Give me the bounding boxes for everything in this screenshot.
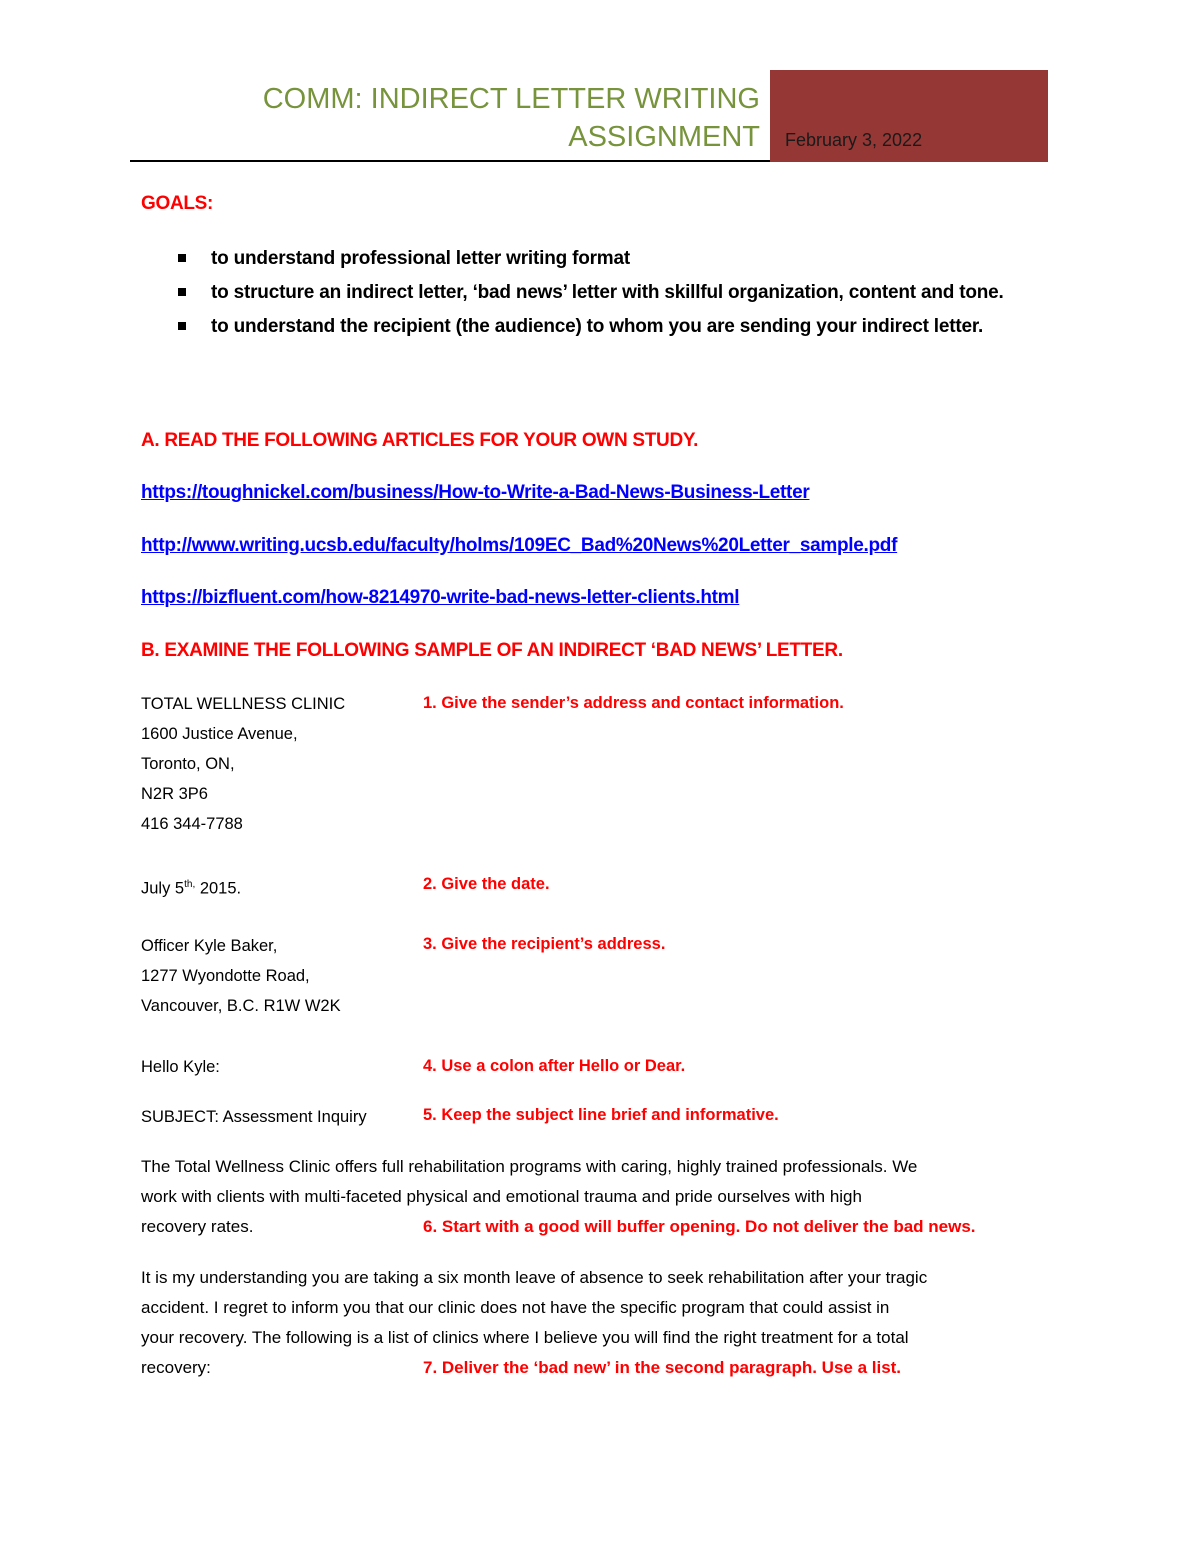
recipient-line: Vancouver, B.C. R1W W2K bbox=[141, 997, 341, 1015]
subject-line: SUBJECT: Assessment Inquiry bbox=[141, 1108, 367, 1126]
paragraph-line: The Total Wellness Clinic offers full rehabilitation programs with caring, highly trained professionals. We bbox=[141, 1157, 918, 1176]
sender-address bbox=[141, 689, 345, 839]
sender-line: 1600 Justice Avenue, bbox=[141, 725, 298, 743]
page-title bbox=[250, 80, 760, 156]
article-link-2[interactable]: http://www.writing.ucsb.edu/faculty/holms/109EC_Bad%20News%20Letter_sample.pdf bbox=[141, 535, 898, 556]
article-link-1[interactable]: https://toughnickel.com/business/How-to-Write-a-Bad-News-Business-Letter bbox=[141, 482, 810, 503]
header-divider bbox=[130, 160, 770, 162]
paragraph-2 bbox=[141, 1263, 1061, 1383]
paragraph-1 bbox=[141, 1152, 1061, 1242]
goal-item-3 bbox=[175, 311, 1055, 343]
paragraph-line-with-note bbox=[141, 1353, 1061, 1383]
date-year: 2015. bbox=[195, 879, 242, 898]
bullet-square-icon bbox=[178, 288, 186, 296]
section-a-heading: A. READ THE FOLLOWING ARTICLES FOR YOUR OWN STUDY. bbox=[141, 430, 699, 451]
recipient-line: Officer Kyle Baker, bbox=[141, 937, 278, 955]
sender-line: N2R 3P6 bbox=[141, 785, 208, 803]
date-text: July 5 bbox=[141, 879, 185, 898]
sender-line: Toronto, ON, bbox=[141, 755, 235, 773]
greeting: Hello Kyle: bbox=[141, 1058, 220, 1076]
paragraph-line: your recovery. The following is a list of clinics where I believe you will find the right treatment for a total bbox=[141, 1328, 909, 1347]
note-2: 2. Give the date. bbox=[423, 875, 550, 893]
goal-text: to structure an indirect letter, ‘bad news’ letter with skillful organization, content and tone. bbox=[211, 282, 1004, 303]
goal-text: to understand professional letter writing format bbox=[211, 248, 630, 269]
paragraph-line: It is my understanding you are taking a six month leave of absence to seek rehabilitation after your tragic bbox=[141, 1268, 928, 1287]
goals-list bbox=[175, 243, 1055, 345]
note-4: 4. Use a colon after Hello or Dear. bbox=[423, 1057, 686, 1075]
sender-line: 416 344-7788 bbox=[141, 815, 243, 833]
note-1: 1. Give the sender’s address and contact information. bbox=[423, 694, 844, 712]
letter-date bbox=[141, 870, 241, 904]
recipient-line: 1277 Wyondotte Road, bbox=[141, 967, 310, 985]
goal-item-2 bbox=[175, 277, 1055, 309]
title-line-1: COMM: INDIRECT LETTER WRITING bbox=[262, 83, 760, 115]
note-5: 5. Keep the subject line brief and informative. bbox=[423, 1106, 779, 1124]
title-line-2: ASSIGNMENT bbox=[568, 121, 760, 153]
recipient-address bbox=[141, 931, 341, 1021]
paragraph-line: accident. I regret to inform you that our clinic does not have the specific program that could assist in bbox=[141, 1298, 890, 1317]
paragraph-line: recovery rates. bbox=[141, 1217, 254, 1236]
goals-heading: GOALS: bbox=[141, 193, 214, 214]
section-b-heading: B. EXAMINE THE FOLLOWING SAMPLE OF AN INDIRECT ‘BAD NEWS’ LETTER. bbox=[141, 640, 843, 661]
sender-line: TOTAL WELLNESS CLINIC bbox=[141, 695, 346, 713]
goal-item-1 bbox=[175, 243, 1055, 275]
paragraph-line: recovery: bbox=[141, 1358, 211, 1377]
bullet-square-icon bbox=[178, 322, 186, 330]
note-7: 7. Deliver the ‘bad new’ in the second paragraph. Use a list. bbox=[423, 1358, 902, 1377]
note-3: 3. Give the recipient’s address. bbox=[423, 935, 666, 953]
paragraph-line: work with clients with multi-faceted physical and emotional trauma and pride ourselves with high bbox=[141, 1187, 862, 1206]
goal-text: to understand the recipient (the audience) to whom you are sending your indirect letter. bbox=[211, 316, 984, 337]
note-6: 6. Start with a good will buffer opening. Do not deliver the bad news. bbox=[423, 1217, 976, 1236]
article-link-3[interactable]: https://bizfluent.com/how-8214970-write-bad-news-letter-clients.html bbox=[141, 587, 740, 608]
header-date: February 3, 2022 bbox=[785, 130, 923, 150]
date-superscript: th, bbox=[184, 879, 196, 890]
paragraph-line-with-note bbox=[141, 1212, 1061, 1242]
bullet-square-icon bbox=[178, 254, 186, 262]
